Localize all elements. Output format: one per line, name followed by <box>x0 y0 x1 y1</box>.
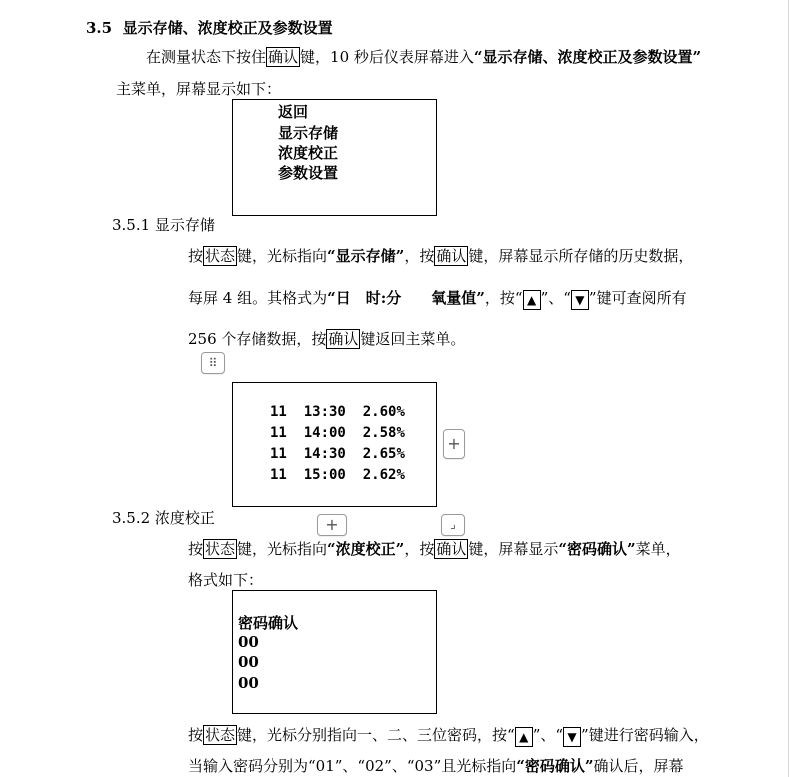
history-time: 14:30 <box>303 446 346 462</box>
up-arrow-icon: ▲ <box>515 727 533 747</box>
sub2-password-menu: “密码确认” <box>558 540 636 558</box>
sub1-text-j: 键返回主菜单。 <box>360 330 466 348</box>
tail-text-a: 按 <box>188 726 204 744</box>
tail-text-c: ”、“ <box>532 726 564 744</box>
sub2-text-c: ，按 <box>404 540 435 558</box>
main-menu-screen <box>232 99 437 216</box>
tail-target-menu: “密码确认” <box>516 757 594 775</box>
page-edge <box>788 0 789 777</box>
sub1-line-3 <box>188 329 465 349</box>
sub1-text-c: ，按 <box>404 247 435 265</box>
sub2-text-e: 菜单， <box>635 540 681 558</box>
intro-menu-name: 显示存储、浓度校正及参数设置 <box>482 48 693 66</box>
move-handle-icon[interactable]: ⠿ <box>201 352 225 374</box>
confirm-key-label: 确认 <box>436 540 467 558</box>
confirm-key-label: 确认 <box>268 48 299 66</box>
subsection-heading-concentration-calibration: 3.5.2 浓度校正 <box>112 509 215 527</box>
sub2-text-a: 按 <box>188 540 204 558</box>
sub1-text-g: ”、“ <box>540 289 571 307</box>
section-title: 显示存储、浓度校正及参数设置 <box>122 19 333 37</box>
intro-quote-open: “ <box>473 48 483 66</box>
history-time: 15:00 <box>303 467 346 483</box>
sub1-target-menu: “显示存储” <box>327 247 405 265</box>
add-column-icon[interactable]: + <box>443 429 465 459</box>
history-value: 2.62% <box>362 467 405 483</box>
sub1-line-2 <box>188 288 687 310</box>
confirm-key-label: 确认 <box>436 247 467 265</box>
history-row <box>270 425 405 441</box>
tail-text-b: 键，光标分别指向一、二、三位密码，按“ <box>237 726 515 744</box>
intro-quote-close: ” <box>692 48 702 66</box>
sub1-format: “日 时:分 氧量值” <box>327 289 485 307</box>
sub1-text-i: 256 个存储数据，按 <box>188 330 327 348</box>
sub1-text-e: 每屏 4 组。其格式为 <box>188 289 328 307</box>
status-key-label: 状态 <box>205 247 236 265</box>
sub1-text-b: 键，光标指向 <box>237 247 328 265</box>
password-digit: 00 <box>238 653 259 671</box>
menu-item-parameter-settings: 参数设置 <box>278 164 339 182</box>
sub2-line-2: 格式如下： <box>188 571 264 589</box>
menu-item-back: 返回 <box>278 103 309 121</box>
sub1-text-a: 按 <box>188 247 204 265</box>
down-arrow-icon: ▼ <box>571 290 589 310</box>
history-row <box>270 446 405 462</box>
sub1-text-h: ”键可查阅所有 <box>588 289 687 307</box>
history-time: 13:30 <box>303 404 346 420</box>
add-row-icon[interactable]: + <box>317 514 347 536</box>
down-arrow-icon: ▼ <box>563 727 581 747</box>
history-value: 2.65% <box>362 446 405 462</box>
status-key-label: 状态 <box>205 540 236 558</box>
history-time: 14:00 <box>303 425 346 441</box>
status-key-label: 状态 <box>205 726 236 744</box>
intro-text-a: 在测量状态下按住 <box>146 48 267 66</box>
history-day: 11 <box>270 425 287 441</box>
sub2-line-1 <box>188 539 681 559</box>
subsection-heading-display-storage: 3.5.1 显示存储 <box>112 216 215 234</box>
history-day: 11 <box>270 467 287 483</box>
sub2-text-d: 键，屏幕显示 <box>468 540 559 558</box>
intro-line-1 <box>146 47 701 67</box>
sub1-text-f: ，按“ <box>484 289 523 307</box>
password-digit: 00 <box>238 674 259 692</box>
history-value: 2.60% <box>362 404 405 420</box>
history-row <box>270 404 405 420</box>
password-digit: 00 <box>238 633 259 651</box>
up-arrow-icon: ▲ <box>523 290 541 310</box>
intro-line-2: 主菜单，屏幕显示如下： <box>116 80 282 98</box>
resize-handle-icon[interactable]: ⌟ <box>441 514 465 536</box>
tail-line-2 <box>188 756 684 776</box>
history-day: 11 <box>270 404 287 420</box>
history-day: 11 <box>270 446 287 462</box>
section-number: 3.5 <box>86 19 113 37</box>
history-value: 2.58% <box>362 425 405 441</box>
confirm-key-label: 确认 <box>328 330 359 348</box>
section-heading <box>86 17 333 38</box>
password-confirm-screen <box>232 590 437 714</box>
history-data-screen <box>232 382 437 507</box>
sub2-text-b: 键，光标指向 <box>237 540 328 558</box>
intro-text-b: 键，10 秒后仪表屏幕进入 <box>300 48 474 66</box>
sub1-text-d: 键，屏幕显示所存储的历史数据， <box>468 247 694 265</box>
tail-text-e: 当输入密码分别为“01”、“02”、“03”且光标指向 <box>188 757 517 775</box>
tail-text-f: 确认后，屏幕 <box>593 757 684 775</box>
password-title: 密码确认 <box>238 614 299 632</box>
tail-text-d: ”键进行密码输入， <box>581 726 709 744</box>
history-row <box>270 467 405 483</box>
menu-item-display-storage: 显示存储 <box>278 124 339 142</box>
tail-line-1 <box>188 725 709 747</box>
sub1-line-1 <box>188 246 693 266</box>
menu-item-concentration-calibration: 浓度校正 <box>278 144 339 162</box>
sub2-target-menu: “浓度校正” <box>327 540 405 558</box>
